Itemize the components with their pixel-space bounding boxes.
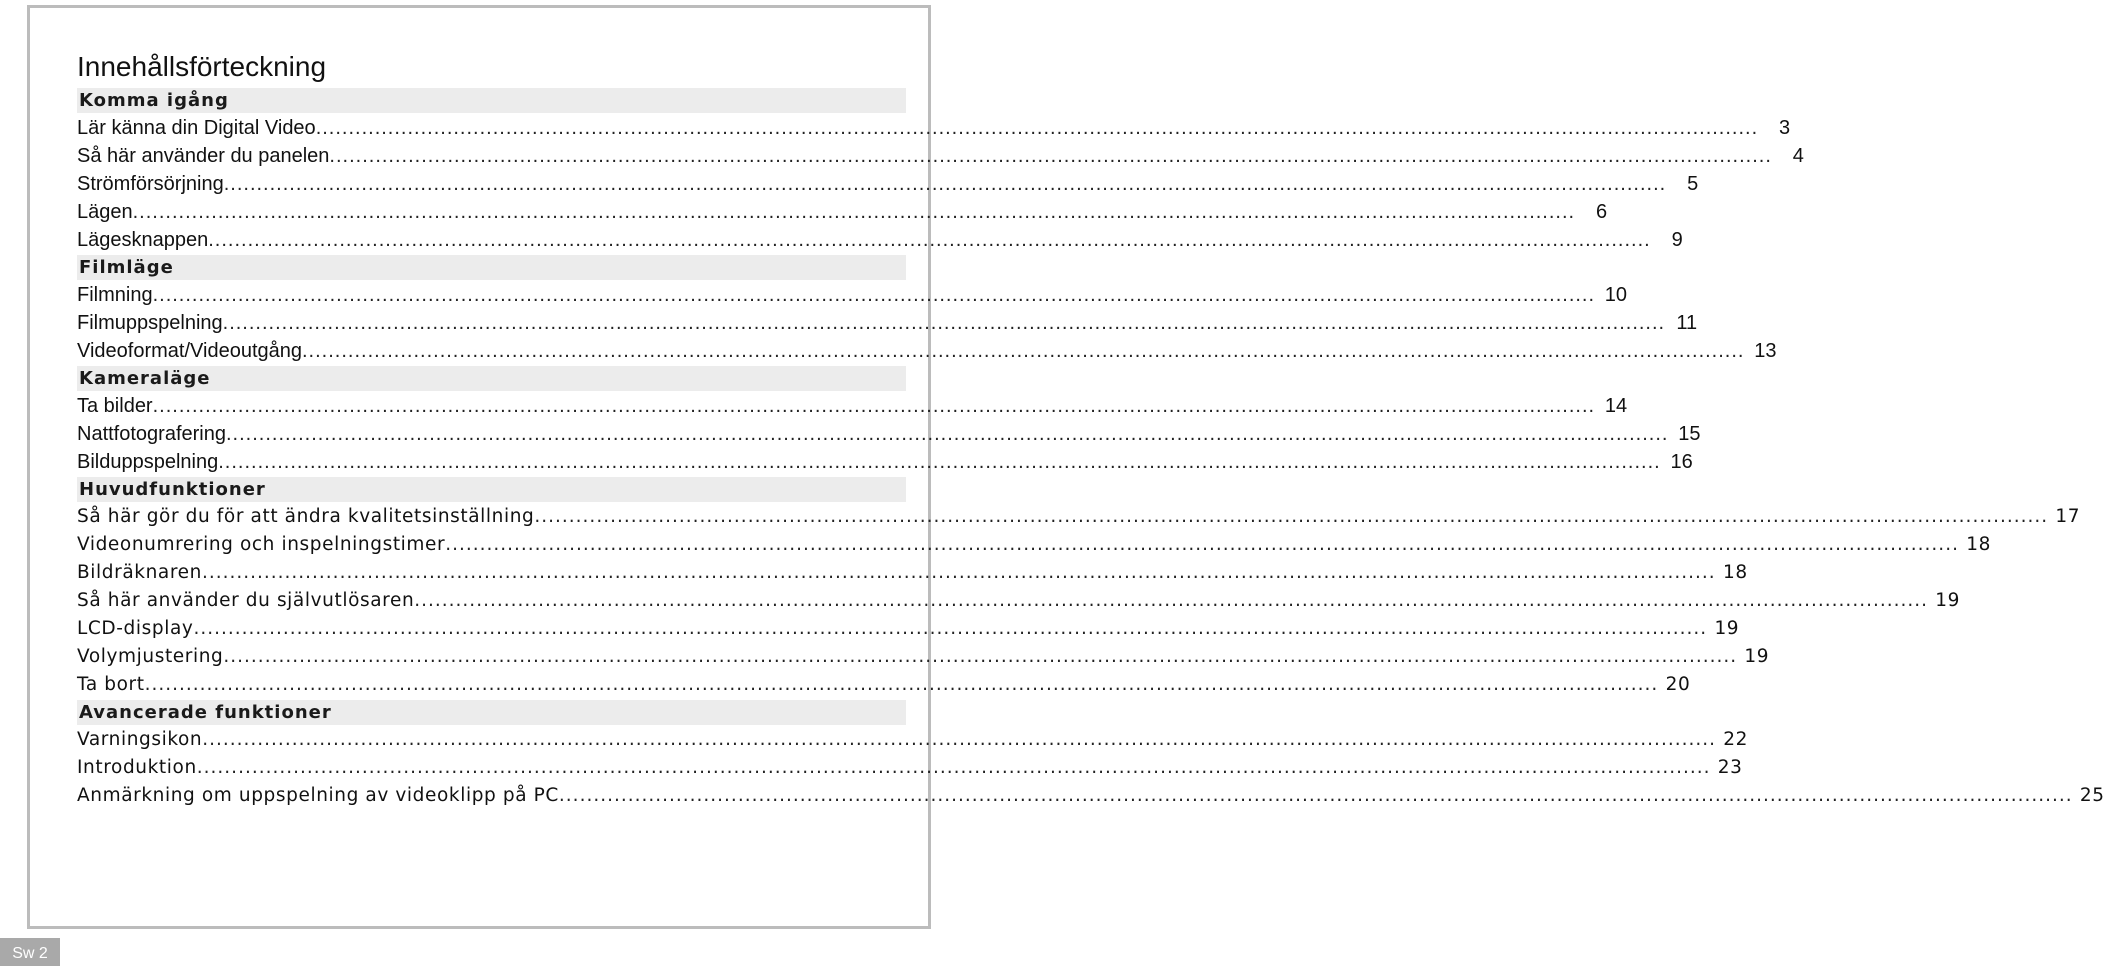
toc-entry[interactable] bbox=[77, 142, 1804, 170]
toc-entry-page: 4 bbox=[1792, 145, 1804, 167]
section-header: Avancerade funktioner bbox=[77, 700, 906, 725]
dot-leader: ............................................................................................................................................................................................................................ bbox=[152, 395, 1596, 417]
toc-entry-label: Filmning bbox=[77, 284, 153, 306]
dot-leader: ............................................................................................................................................................................................................................ bbox=[414, 590, 1929, 611]
toc-entry-page: 13 bbox=[1754, 340, 1777, 362]
toc-entry[interactable] bbox=[77, 559, 1748, 587]
dot-leader: ............................................................................................................................................................................................................................ bbox=[218, 451, 1661, 473]
section-header: Komma igång bbox=[77, 88, 906, 113]
toc-entry[interactable] bbox=[77, 392, 1628, 420]
toc-entry-page: 23 bbox=[1717, 757, 1743, 778]
dot-leader: ............................................................................................................................................................................................................................ bbox=[223, 173, 1667, 195]
toc-entry-page: 20 bbox=[1665, 674, 1691, 695]
dot-leader: ............................................................................................................................................................................................................................ bbox=[302, 340, 1745, 362]
toc-entry[interactable] bbox=[77, 726, 1748, 754]
toc-entry-page: 17 bbox=[2055, 506, 2081, 527]
toc-entry[interactable] bbox=[77, 615, 1740, 643]
toc-entry-page: 10 bbox=[1604, 284, 1628, 306]
toc-entry-page: 3 bbox=[1779, 117, 1791, 139]
toc-entry[interactable] bbox=[77, 198, 1608, 226]
toc-entry-page: 25 bbox=[2079, 785, 2105, 806]
dot-leader: ............................................................................................................................................................................................................................ bbox=[225, 423, 1669, 445]
dot-leader: ............................................................................................................................................................................................................................ bbox=[445, 534, 1959, 555]
dot-leader: ............................................................................................................................................................................................................................ bbox=[201, 562, 1716, 583]
toc-entry-page: 18 bbox=[1722, 562, 1748, 583]
page-number-badge: Sw 2 bbox=[0, 938, 60, 966]
toc-entry-label: Videonumrering och inspelningstimer bbox=[77, 534, 446, 555]
toc-entry-label: LCD-display bbox=[77, 618, 194, 639]
toc-entry[interactable] bbox=[77, 281, 1628, 309]
toc-entry-label: Introduktion bbox=[77, 757, 197, 778]
toc-entry-label: Varningsikon bbox=[77, 729, 203, 750]
dot-leader: ............................................................................................................................................................................................................................ bbox=[144, 674, 1659, 695]
toc-entry-label: Lägen bbox=[77, 201, 133, 223]
dot-leader: ............................................................................................................................................................................................................................ bbox=[558, 785, 2073, 806]
toc-entry-label: Så här använder du panelen bbox=[77, 145, 330, 167]
dot-leader: ............................................................................................................................................................................................................................ bbox=[223, 646, 1738, 667]
toc-entry-label: Bildräknaren bbox=[77, 562, 202, 583]
toc-entry-page: 19 bbox=[1714, 618, 1740, 639]
toc-entry[interactable] bbox=[77, 226, 1683, 254]
toc-entry-label: Så här gör du för att ändra kvalitetsinställning bbox=[77, 506, 535, 527]
section-header: Filmläge bbox=[77, 255, 906, 280]
toc-entry-label: Så här använder du självutlösaren bbox=[77, 590, 415, 611]
toc-entry-page: 5 bbox=[1687, 173, 1699, 195]
dot-leader: ............................................................................................................................................................................................................................ bbox=[208, 229, 1651, 251]
toc-entry-label: Filmuppspelning bbox=[77, 312, 223, 334]
dot-leader: ............................................................................................................................................................................................................................ bbox=[534, 506, 2049, 527]
dot-leader: ............................................................................................................................................................................................................................ bbox=[315, 117, 1759, 139]
table-of-contents bbox=[77, 87, 2105, 810]
toc-entry-label: Videoformat/Videoutgång bbox=[77, 340, 302, 362]
toc-entry-page: 19 bbox=[1744, 646, 1770, 667]
toc-entry[interactable] bbox=[77, 114, 1791, 142]
toc-entry-page: 16 bbox=[1670, 451, 1693, 473]
toc-entry[interactable] bbox=[77, 782, 2105, 810]
toc-entry-page: 15 bbox=[1678, 423, 1701, 445]
toc-entry-page: 22 bbox=[1723, 729, 1748, 750]
toc-entry-page: 6 bbox=[1595, 201, 1608, 223]
toc-entry[interactable] bbox=[77, 448, 1693, 476]
dot-leader: ............................................................................................................................................................................................................................ bbox=[152, 284, 1596, 306]
toc-entry-page: 18 bbox=[1966, 534, 1991, 555]
toc-entry-label: Ta bort bbox=[77, 674, 145, 695]
toc-entry[interactable] bbox=[77, 754, 1743, 782]
toc-entry-label: Strömförsörjning bbox=[77, 173, 224, 195]
toc-entry-label: Lär känna din Digital Video bbox=[77, 117, 316, 139]
toc-entry-page: 19 bbox=[1935, 590, 1961, 611]
section-header: Huvudfunktioner bbox=[77, 477, 906, 502]
dot-leader: ............................................................................................................................................................................................................................ bbox=[196, 757, 1711, 778]
toc-entry-label: Lägesknappen bbox=[77, 229, 209, 251]
toc-entry[interactable] bbox=[77, 309, 1698, 337]
toc-entry[interactable] bbox=[77, 420, 1701, 448]
page-title: Innehållsförteckning bbox=[77, 51, 327, 82]
section-header: Kameraläge bbox=[77, 366, 906, 391]
toc-entry-label: Ta bilder bbox=[77, 395, 153, 417]
toc-entry[interactable] bbox=[77, 587, 1961, 615]
toc-entry-page: 14 bbox=[1604, 395, 1628, 417]
dot-leader: ............................................................................................................................................................................................................................ bbox=[329, 145, 1772, 167]
toc-entry-label: Bilduppspelning bbox=[77, 451, 219, 473]
toc-entry[interactable] bbox=[77, 503, 2081, 531]
dot-leader: ............................................................................................................................................................................................................................ bbox=[222, 312, 1666, 334]
toc-entry[interactable] bbox=[77, 531, 1991, 559]
toc-entry-label: Anmärkning om uppspelning av videoklipp på PC bbox=[77, 785, 559, 806]
toc-entry-label: Volymjustering bbox=[77, 646, 224, 667]
toc-entry[interactable] bbox=[77, 671, 1691, 699]
dot-leader: ............................................................................................................................................................................................................................ bbox=[193, 618, 1708, 639]
toc-entry[interactable] bbox=[77, 337, 1777, 365]
toc-entry-label: Nattfotografering bbox=[77, 423, 226, 445]
dot-leader: ............................................................................................................................................................................................................................ bbox=[202, 729, 1716, 750]
toc-entry-page: 9 bbox=[1671, 229, 1683, 251]
toc-entry[interactable] bbox=[77, 170, 1699, 198]
toc-entry[interactable] bbox=[77, 643, 1770, 671]
dot-leader: ............................................................................................................................................................................................................................ bbox=[132, 201, 1576, 223]
toc-entry-page: 11 bbox=[1676, 312, 1698, 334]
